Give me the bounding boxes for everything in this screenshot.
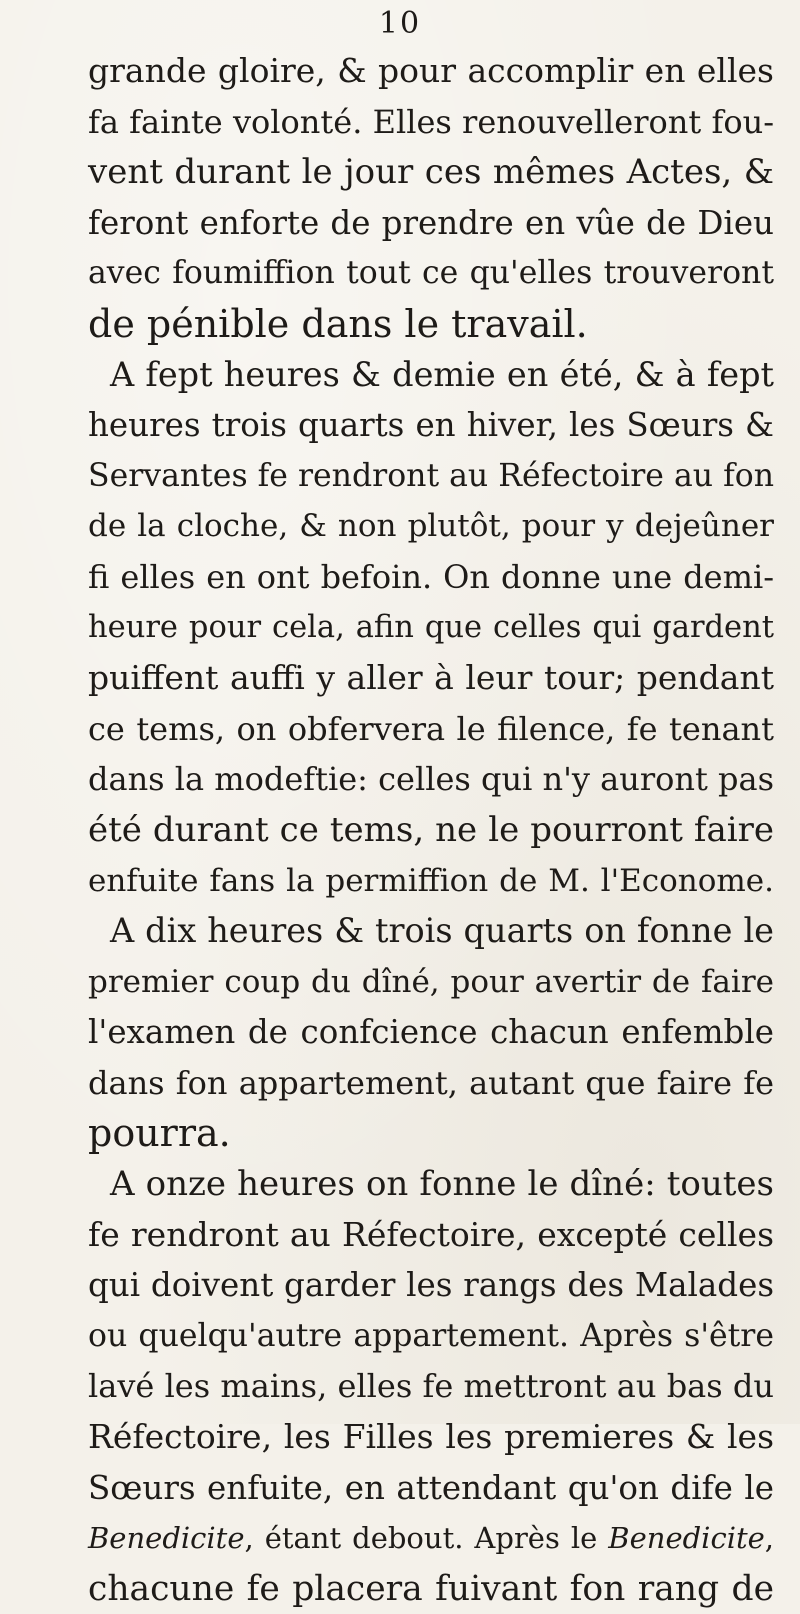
text-fragment: , xyxy=(764,1521,774,1556)
text-line: fi elles en ont befoin. On donne une demi- xyxy=(88,557,774,596)
text-line: de pénible dans le travail. xyxy=(88,301,588,346)
text-line: été durant ce tems, ne le pourront faire xyxy=(88,809,774,850)
text-line: heures trois quarts en hiver, les Sœurs & xyxy=(88,406,774,445)
text-line: feront enforte de prendre en vûe de Dieu xyxy=(88,203,774,242)
text-line: fe rendront au Réfectoire, excepté celles xyxy=(88,1214,774,1254)
text-line: enfuite fans la permiffion de M. l'Econome. xyxy=(88,862,774,899)
text-line: qui doivent garder les rangs des Malades xyxy=(88,1266,774,1305)
text-line: dans fon appartement, autant que faire fe xyxy=(88,1063,774,1102)
text-line: fa fainte volonté. Elles renouvelleront fou- xyxy=(88,102,774,141)
text-line: ou quelqu'autre appartement. Après s'être xyxy=(88,1317,774,1354)
text-line: A dix heures & trois quarts on fonne le xyxy=(110,911,774,951)
page-number: 10 xyxy=(378,6,422,41)
text-line: Sœurs enfuite, en attendant qu'on dife le xyxy=(88,1468,774,1507)
text-line: l'examen de confcience chacun enfemble xyxy=(88,1013,774,1052)
text-line: dans la modeftie: celles qui n'y auront pas xyxy=(88,760,774,799)
text-line-mixed xyxy=(88,1513,774,1564)
text-line: pourra. xyxy=(88,1111,231,1156)
body-text xyxy=(88,46,774,1614)
text-line: vent durant le jour ces mêmes Actes, & xyxy=(88,152,774,193)
text-line: puiffent auffi y aller à leur tour; pendant xyxy=(88,658,774,698)
text-line: lavé les mains, elles fe mettront au bas du xyxy=(88,1367,774,1406)
italic-word: Benedicite xyxy=(88,1521,245,1556)
text-line: A fept heures & demie en été, & à fept xyxy=(110,354,774,394)
text-line: Réfectoire, les Filles les premieres & les xyxy=(88,1417,774,1457)
text-line: ce tems, on obfervera le filence, fe tenant xyxy=(88,709,774,748)
text-fragment: , étant debout. Après le xyxy=(244,1521,609,1556)
text-line: avec foumiffion tout ce qu'elles trouveront xyxy=(88,255,774,292)
text-line: de la cloche, & non plutôt, pour y dejeûner xyxy=(88,508,774,545)
text-line: grande gloire, & pour accomplir en elles xyxy=(88,51,774,90)
text-line: heure pour cela, afin que celles qui gardent xyxy=(88,609,774,645)
text-line: premier coup du dîné, pour avertir de faire xyxy=(88,963,774,1000)
text-line: chacune fe placera fuivant fon rang de xyxy=(88,1568,774,1609)
text-line: A onze heures on fonne le dîné: toutes xyxy=(110,1164,774,1205)
text-line: Servantes fe rendront au Réfectoire au fon xyxy=(88,457,774,494)
italic-word: Benedicite xyxy=(608,1521,765,1556)
